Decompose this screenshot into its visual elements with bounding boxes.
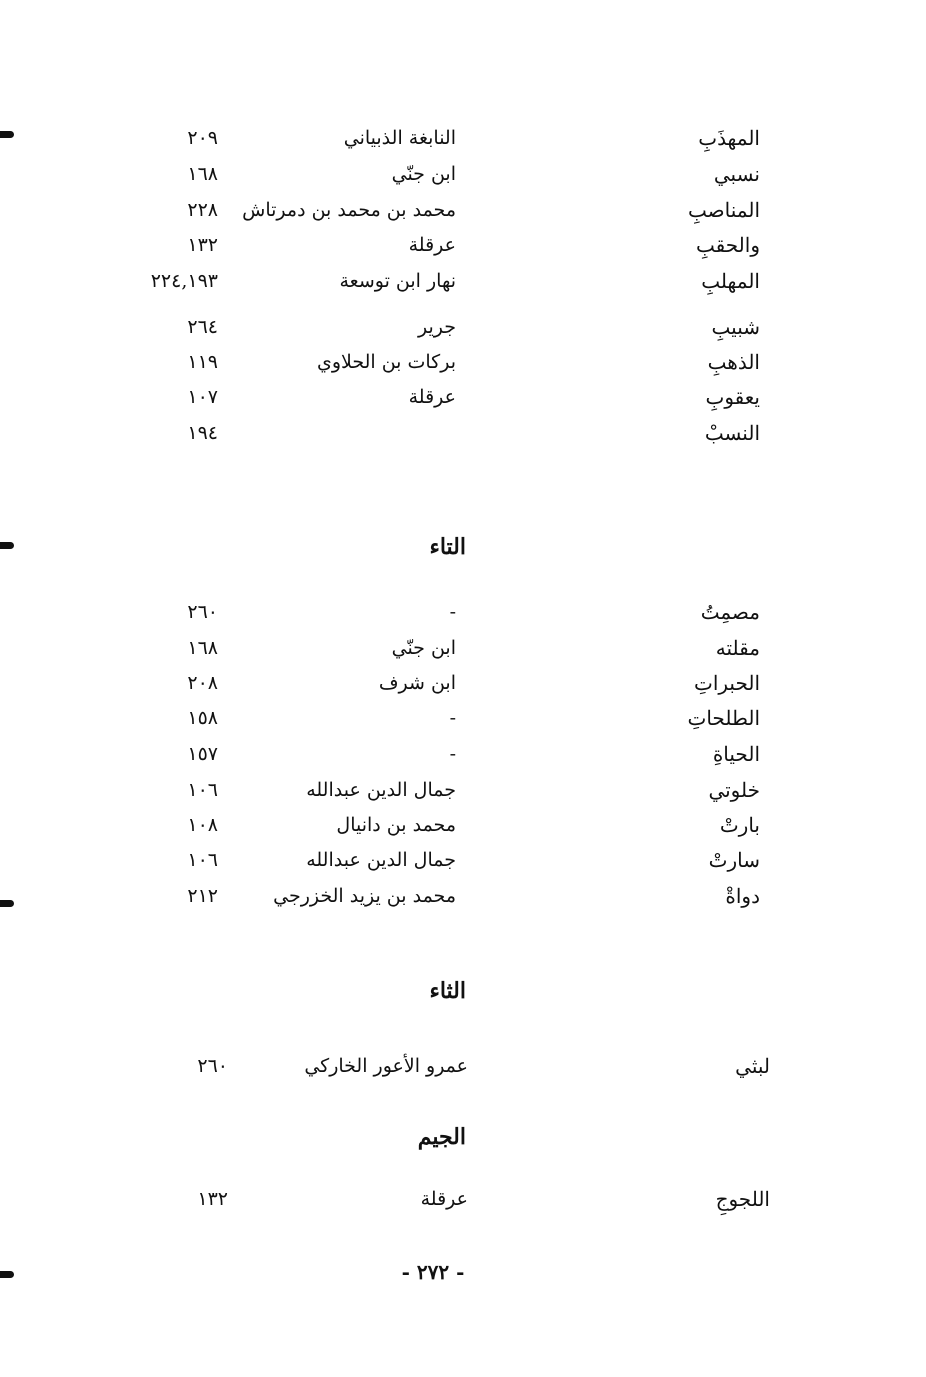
- index-row: [0, 1183, 926, 1215]
- rhyme-word: المناصبِ: [688, 198, 760, 222]
- index-row: [0, 702, 926, 734]
- index-row: [0, 265, 926, 297]
- poet-name: عرقلة: [408, 386, 456, 408]
- rhyme-word: الحياةِ: [712, 742, 760, 766]
- index-row: [0, 774, 926, 806]
- poet-name: جرير: [418, 316, 456, 338]
- page-ref: ١٩٤: [187, 422, 218, 444]
- page-ref: ١٠٦: [187, 779, 218, 801]
- index-row: [0, 596, 926, 628]
- poet-name: -: [449, 707, 456, 729]
- rhyme-word: الطلحاتِ: [687, 706, 760, 730]
- page-ref: ١٠٦: [187, 849, 218, 871]
- index-row: [0, 632, 926, 664]
- index-row: [0, 158, 926, 190]
- poet-name: ابن شرف: [378, 672, 456, 694]
- page-ref: ٢٦٠: [197, 1055, 228, 1077]
- rhyme-word: مقلته: [715, 636, 760, 660]
- rhyme-word: اللجوجِ: [715, 1187, 770, 1211]
- poet-name: عرقلة: [420, 1188, 468, 1210]
- rhyme-word: بارتْ: [719, 813, 760, 837]
- section-heading: الجيم: [417, 1124, 466, 1150]
- page-ref: ٢٦٤: [187, 316, 218, 338]
- page-ref: ١٣٢: [197, 1188, 228, 1210]
- poet-name: ابن جنّي: [391, 637, 456, 659]
- poet-name: محمد بن محمد بن دمرتاش: [242, 199, 456, 221]
- rhyme-word: المهذَبِ: [698, 126, 760, 150]
- page-ref: ١٠٨: [187, 814, 218, 836]
- rhyme-word: والحقبِ: [696, 233, 760, 257]
- rhyme-word: سارتْ: [708, 848, 760, 872]
- rhyme-word: المهلبِ: [701, 269, 760, 293]
- poet-name: جمال الدين عبدالله: [306, 779, 456, 801]
- rhyme-word: النسبْ: [704, 421, 760, 445]
- page-ref: ٢٠٩: [187, 127, 218, 149]
- page-ref: ١١٩: [187, 351, 218, 373]
- page-ref: ٢٦٠: [187, 601, 218, 623]
- page-ref: ٢٠٨: [187, 672, 218, 694]
- page-ref: ١٠٧: [187, 386, 218, 408]
- poet-name: نهار ابن توسعة: [339, 270, 456, 292]
- scan-edge-mark: [0, 542, 14, 549]
- rhyme-word: الذهبِ: [707, 350, 760, 374]
- index-row: [0, 122, 926, 154]
- poet-name: محمد بن دانيال: [336, 814, 456, 836]
- section-heading: الثاء: [429, 978, 466, 1004]
- rhyme-word: خلوتي: [708, 778, 760, 802]
- rhyme-word: مصمِتُ: [700, 600, 760, 624]
- index-row: [0, 381, 926, 413]
- poet-name: عمرو الأعور الخاركي: [304, 1055, 468, 1077]
- index-row: [0, 667, 926, 699]
- rhyme-word: شبيبِ: [711, 315, 760, 339]
- poet-name: ابن جنّي: [391, 163, 456, 185]
- rhyme-word: الحبراتِ: [693, 671, 760, 695]
- index-row: [0, 346, 926, 378]
- page-ref: ٢١٢: [187, 885, 218, 907]
- index-row: [0, 417, 926, 449]
- poet-name: محمد بن يزيد الخزرجي: [273, 885, 456, 907]
- poet-name: جمال الدين عبدالله: [306, 849, 456, 871]
- index-row: [0, 880, 926, 912]
- page-number: - ٢٧٢ -: [401, 1260, 465, 1284]
- index-row: [0, 229, 926, 261]
- rhyme-word: نسبي: [713, 162, 760, 186]
- poet-name: -: [449, 743, 456, 765]
- index-row: [0, 194, 926, 226]
- page-ref: ١٥٨: [187, 707, 218, 729]
- page-ref: ٢٢٨: [187, 199, 218, 221]
- rhyme-word: لبثي: [735, 1054, 770, 1078]
- poet-name: عرقلة: [408, 234, 456, 256]
- page-ref: ١٣٢: [187, 234, 218, 256]
- section-heading: التاء: [429, 534, 466, 560]
- poet-name: بركات بن الحلاوي: [316, 351, 456, 373]
- page-ref: ٢٢٤,١٩٣: [150, 270, 218, 292]
- rhyme-word: يعقوبِ: [705, 385, 760, 409]
- index-row: [0, 1050, 926, 1082]
- index-row: [0, 738, 926, 770]
- page-ref: ١٥٧: [187, 743, 218, 765]
- index-row: [0, 809, 926, 841]
- rhyme-word: دواةْ: [725, 884, 760, 908]
- index-row: [0, 844, 926, 876]
- poet-name: -: [449, 601, 456, 623]
- page-ref: ١٦٨: [187, 637, 218, 659]
- index-row: [0, 311, 926, 343]
- poet-name: النابغة الذبياني: [343, 127, 456, 149]
- page-ref: ١٦٨: [187, 163, 218, 185]
